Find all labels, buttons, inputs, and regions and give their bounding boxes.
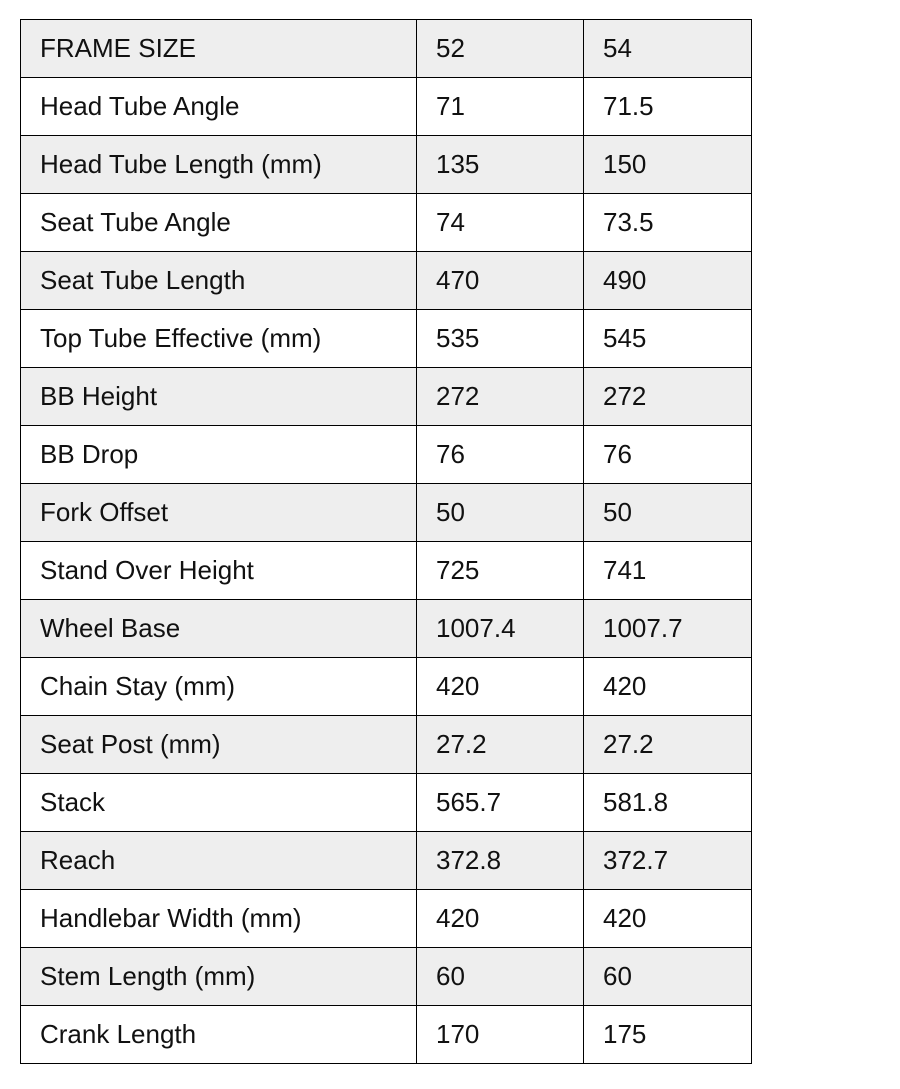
size-52-value-cell: 60 [417,948,584,1006]
measurement-label-cell: Chain Stay (mm) [21,658,417,716]
frame-size-column-header: 54 [584,20,752,78]
size-52-value-cell: 74 [417,194,584,252]
size-54-value-cell: 76 [584,426,752,484]
size-54-value-cell: 420 [584,890,752,948]
size-54-value-cell: 372.7 [584,832,752,890]
size-52-value-cell: 135 [417,136,584,194]
size-54-value-cell: 272 [584,368,752,426]
size-52-value-cell: 71 [417,78,584,136]
measurement-label-cell: BB Height [21,368,417,426]
size-54-value-cell: 490 [584,252,752,310]
table-row [21,658,752,716]
measurement-label-cell: Top Tube Effective (mm) [21,310,417,368]
size-52-value-cell: 27.2 [417,716,584,774]
size-52-value-cell: 50 [417,484,584,542]
size-52-value-cell: 470 [417,252,584,310]
size-52-value-cell: 1007.4 [417,600,584,658]
size-52-value-cell: 76 [417,426,584,484]
table-row [21,832,752,890]
size-54-value-cell: 150 [584,136,752,194]
frame-size-column-header: 52 [417,20,584,78]
size-52-value-cell: 420 [417,890,584,948]
table-row [21,1006,752,1064]
size-54-value-cell: 71.5 [584,78,752,136]
size-54-value-cell: 175 [584,1006,752,1064]
measurement-label-cell: Seat Tube Length [21,252,417,310]
frame-geometry-table [20,19,752,1064]
measurement-label-cell: Reach [21,832,417,890]
table-row [21,194,752,252]
size-54-value-cell: 581.8 [584,774,752,832]
table-row [21,484,752,542]
size-54-value-cell: 50 [584,484,752,542]
measurement-label-cell: Seat Tube Angle [21,194,417,252]
size-52-value-cell: 565.7 [417,774,584,832]
table-header-row [21,20,752,78]
size-54-value-cell: 60 [584,948,752,1006]
size-52-value-cell: 725 [417,542,584,600]
table-row [21,600,752,658]
measurement-label-cell: Stem Length (mm) [21,948,417,1006]
table-row [21,774,752,832]
measurement-label-cell: Fork Offset [21,484,417,542]
table-row [21,890,752,948]
measurement-label-cell: Handlebar Width (mm) [21,890,417,948]
size-54-value-cell: 73.5 [584,194,752,252]
table-row [21,542,752,600]
size-52-value-cell: 372.8 [417,832,584,890]
table-row [21,948,752,1006]
measurement-label-cell: Stand Over Height [21,542,417,600]
measurement-label-cell: Crank Length [21,1006,417,1064]
size-54-value-cell: 27.2 [584,716,752,774]
table-row [21,252,752,310]
size-54-value-cell: 420 [584,658,752,716]
size-52-value-cell: 420 [417,658,584,716]
frame-size-header-cell: FRAME SIZE [21,20,417,78]
table-row [21,716,752,774]
frame-geometry-table-body [21,20,752,1064]
measurement-label-cell: BB Drop [21,426,417,484]
table-row [21,368,752,426]
measurement-label-cell: Seat Post (mm) [21,716,417,774]
table-row [21,78,752,136]
size-52-value-cell: 272 [417,368,584,426]
measurement-label-cell: Head Tube Angle [21,78,417,136]
measurement-label-cell: Head Tube Length (mm) [21,136,417,194]
size-52-value-cell: 170 [417,1006,584,1064]
table-row [21,426,752,484]
size-52-value-cell: 535 [417,310,584,368]
table-row [21,310,752,368]
size-54-value-cell: 741 [584,542,752,600]
size-54-value-cell: 545 [584,310,752,368]
measurement-label-cell: Wheel Base [21,600,417,658]
table-row [21,136,752,194]
measurement-label-cell: Stack [21,774,417,832]
size-54-value-cell: 1007.7 [584,600,752,658]
